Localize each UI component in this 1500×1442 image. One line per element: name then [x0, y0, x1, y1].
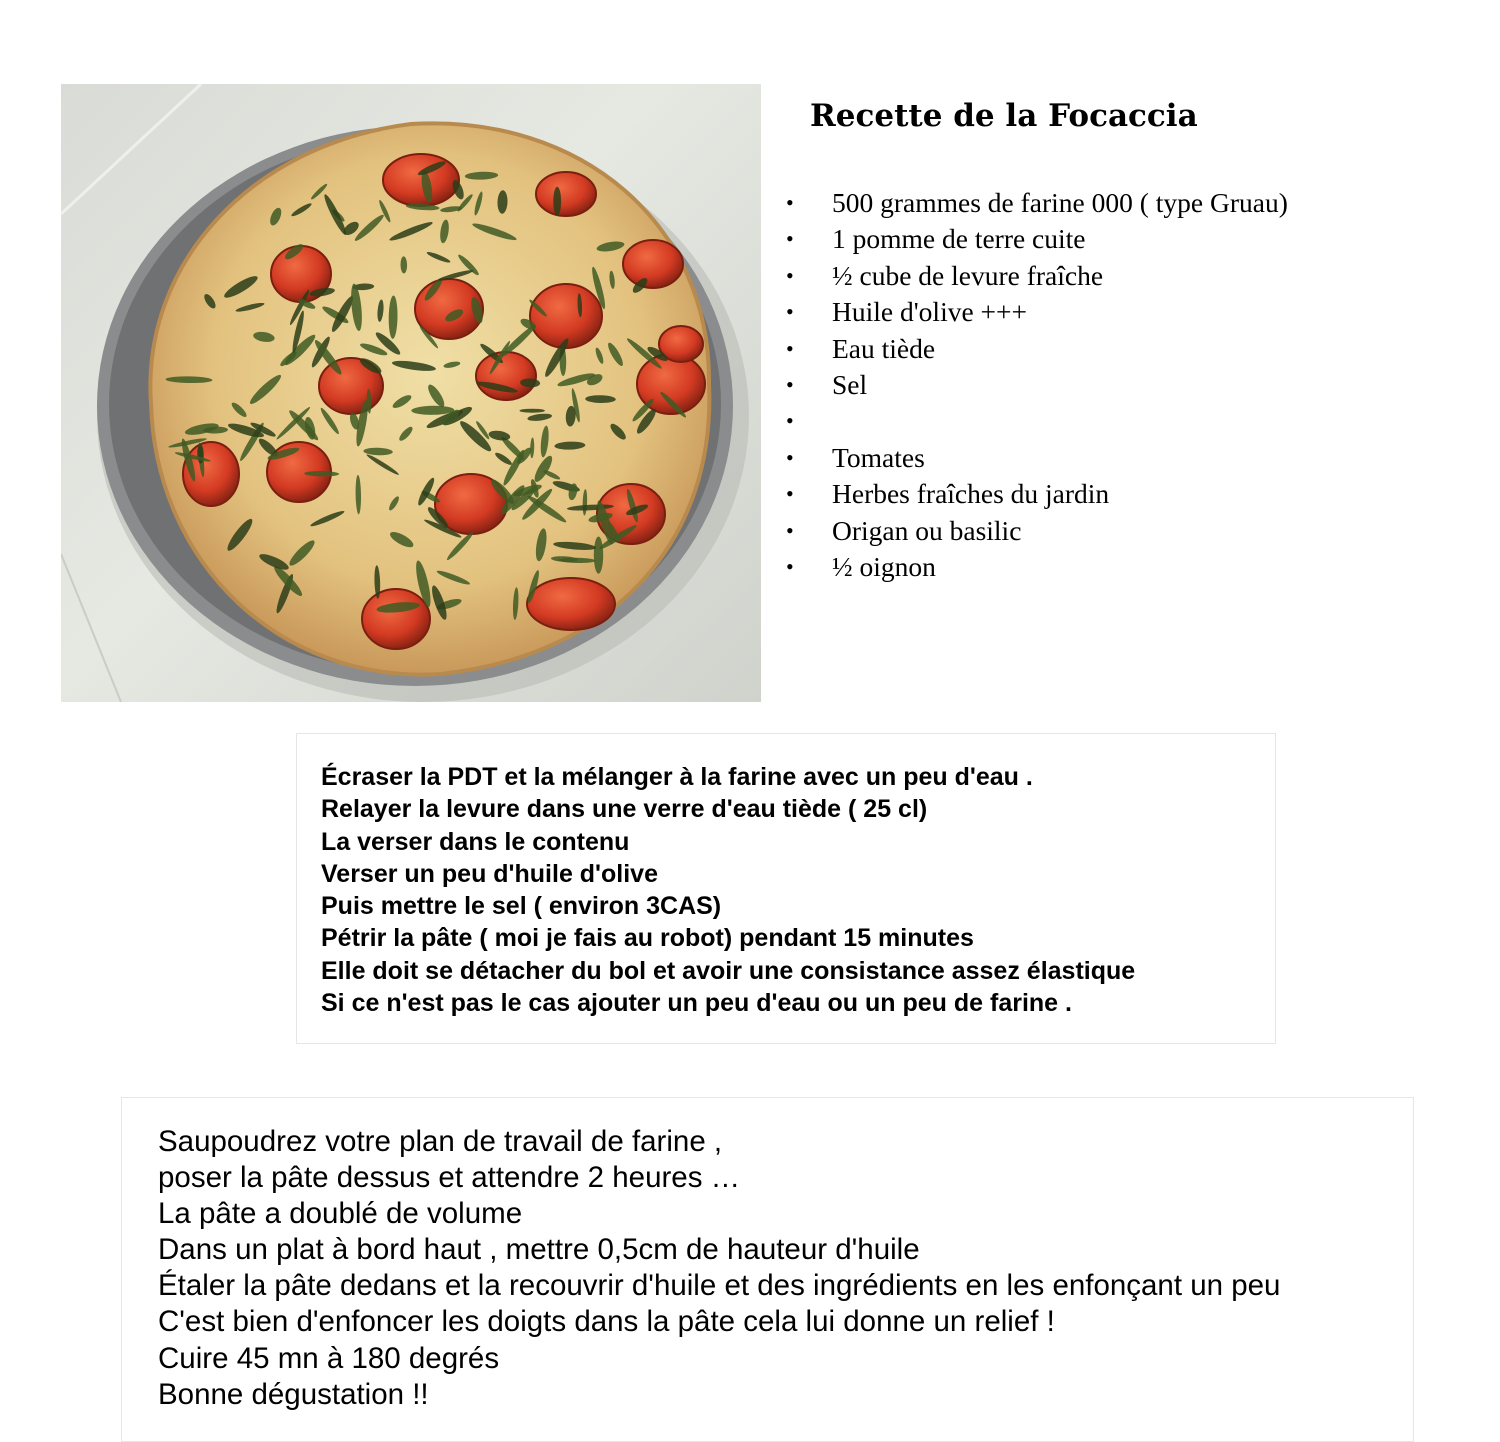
- method-step-line: poser la pâte dessus et attendre 2 heures …: [158, 1161, 741, 1195]
- method-step-line: Si ce n'est pas le cas ajouter un peu d'eau ou un peu de farine .: [321, 989, 1072, 1018]
- method-step-line: Bonne dégustation !!: [158, 1377, 429, 1411]
- ingredient-text: Herbes fraîches du jardin: [832, 478, 1110, 510]
- herb-leaf: [594, 537, 603, 574]
- method-step-line: La pâte a doublé de volume: [158, 1197, 523, 1231]
- bullet-icon: •: [786, 335, 794, 361]
- ingredient-text: Tomates: [832, 441, 925, 473]
- bullet-icon: •: [786, 444, 794, 470]
- bullet-icon: •: [786, 299, 794, 325]
- tomato-half: [530, 284, 602, 348]
- bullet-icon: •: [786, 517, 794, 543]
- tomato-half: [476, 352, 536, 400]
- bullet-icon: •: [786, 262, 794, 288]
- ingredient-item: [780, 403, 1288, 439]
- method-step-line: Cuire 45 mn à 180 degrés: [158, 1341, 500, 1375]
- method-step-line: Dans un plat à bord haut , mettre 0,5cm de hauteur d'huile: [158, 1233, 920, 1267]
- method-step-line: Étaler la pâte dedans et la recouvrir d'huile et des ingrédients en les enfonçant un peu: [158, 1269, 1281, 1303]
- ingredient-text: Huile d'olive +++: [832, 296, 1028, 328]
- ingredient-item: [780, 331, 1288, 367]
- ingredient-text: 1 pomme de terre cuite: [832, 223, 1086, 255]
- ingredient-item: [780, 221, 1288, 257]
- bullet-icon: •: [786, 481, 794, 507]
- tomato-half: [362, 589, 430, 649]
- ingredient-text: Origan ou basilic: [832, 514, 1022, 546]
- recipe-title: Recette de la Focaccia: [810, 98, 1198, 134]
- ingredient-item: [780, 185, 1288, 221]
- method-step-line: Pétrir la pâte ( moi je fais au robot) pendant 15 minutes: [321, 924, 974, 953]
- focaccia-illustration: [61, 84, 761, 702]
- ingredient-item: [780, 476, 1288, 512]
- tomato-half: [383, 154, 459, 206]
- tomato-half: [536, 172, 596, 216]
- ingredient-item: [780, 258, 1288, 294]
- ingredient-item: [780, 367, 1288, 403]
- method-step-line: Elle doit se détacher du bol et avoir une consistance assez élastique: [321, 956, 1136, 985]
- ingredient-item: [780, 513, 1288, 549]
- method-step-line: C'est bien d'enfoncer les doigts dans la pâte cela lui donne un relief !: [158, 1305, 1055, 1339]
- ingredient-text: ½ oignon: [832, 550, 936, 582]
- method-step-line: Relayer la levure dans une verre d'eau tiède ( 25 cl): [321, 795, 928, 824]
- herb-leaf: [520, 409, 545, 413]
- method-step-line: Puis mettre le sel ( environ 3CAS): [321, 892, 722, 921]
- method-step-line: Écraser la PDT et la mélanger à la farine avec un peu d'eau .: [321, 763, 1033, 791]
- ingredient-text: Sel: [832, 368, 868, 400]
- tomato-half: [527, 578, 615, 630]
- herb-leaf: [553, 187, 561, 216]
- tomato-half: [623, 240, 683, 288]
- bullet-icon: •: [786, 190, 794, 215]
- ingredient-item: [780, 294, 1288, 330]
- ingredient-text: ½ cube de levure fraîche: [832, 259, 1104, 291]
- focaccia-photo: [61, 84, 761, 702]
- method-lines-2: [158, 1124, 1280, 1413]
- method-step-line: Saupoudrez votre plan de travail de farine ,: [158, 1125, 723, 1158]
- bullet-icon: •: [786, 226, 794, 252]
- bullet-icon: •: [786, 408, 794, 434]
- method-lines-1: [321, 761, 1135, 1019]
- ingredient-item: [780, 440, 1288, 476]
- bullet-icon: •: [786, 371, 794, 397]
- method-step-line: La verser dans le contenu: [321, 827, 630, 856]
- method-box-1: [296, 733, 1276, 1044]
- ingredient-item: [780, 549, 1288, 585]
- method-box-2: [121, 1097, 1414, 1442]
- ingredient-list: [780, 185, 1288, 585]
- bullet-icon: •: [786, 553, 794, 579]
- ingredient-text: Eau tiède: [832, 332, 936, 364]
- ingredient-text: 500 grammes de farine 000 ( type Gruau): [832, 187, 1288, 218]
- method-step-line: Verser un peu d'huile d'olive: [321, 859, 658, 888]
